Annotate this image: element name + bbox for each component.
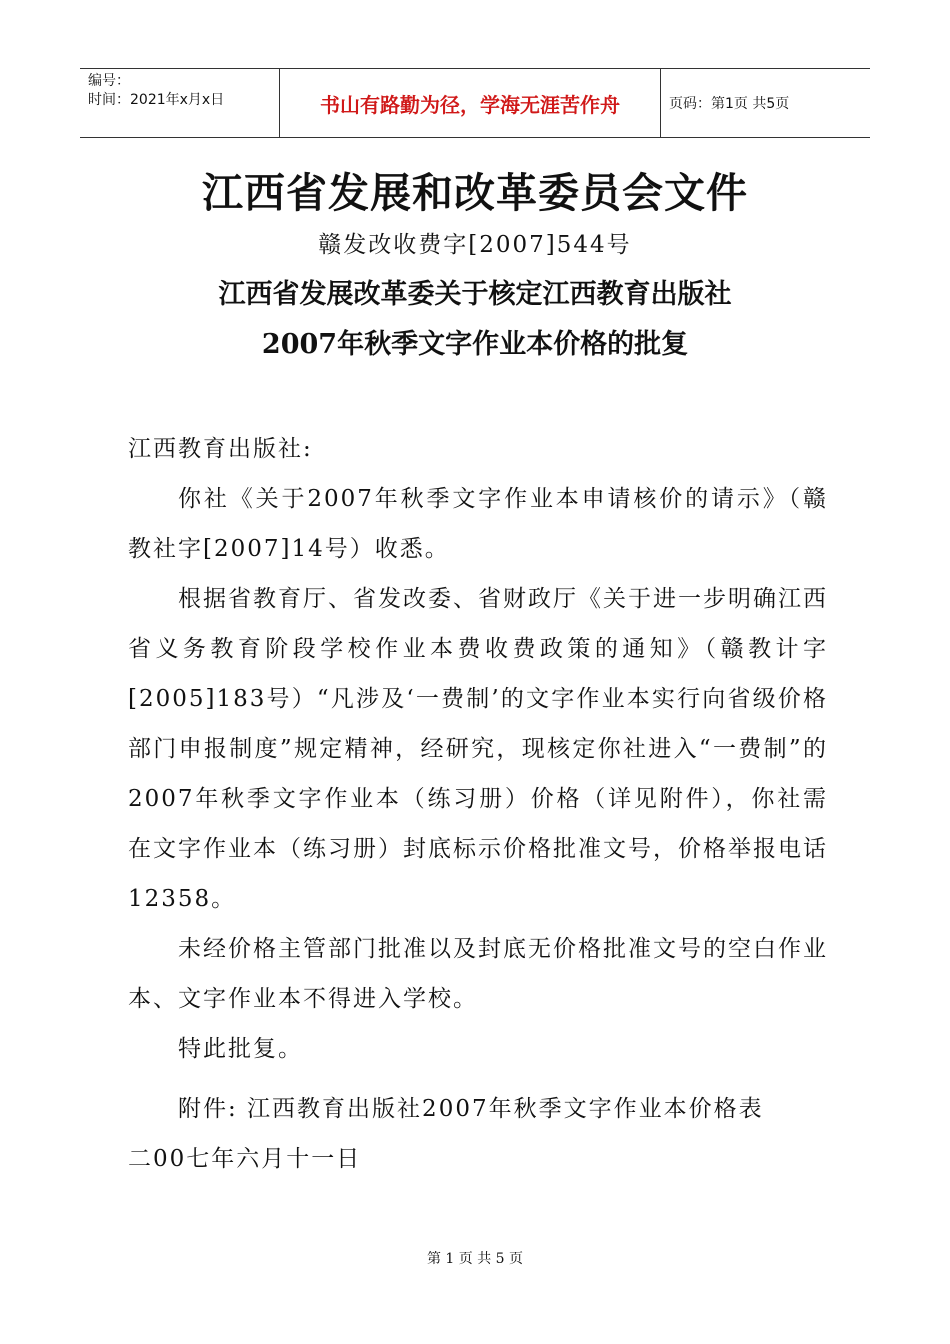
addressee: 江西教育出版社:	[128, 436, 313, 462]
body-paragraph: 特此批复。	[178, 1036, 303, 1062]
motto-text: 书山有路勤为径，学海无涯苦作舟	[320, 92, 620, 117]
page-header	[80, 68, 870, 138]
header-motto-cell	[280, 69, 661, 137]
document-title: 江西省发展和改革委员会文件	[202, 169, 748, 217]
body-paragraph: 未经价格主管部门批准以及封底无价格批准文号的空白作业本、文字作业本不得进入学校。	[128, 936, 828, 1012]
body-paragraph: 根据省教育厅、省发改委、省财政厅《关于进一步明确江西省义务教育阶段学校作业本费收费政策的通知》（赣教计字[2005]183号）“凡涉及‘一费制’的文字作业本实行向省级价格部门申报制度”规定精神，经研究，现核定你社进入“一费制”的2007年秋季文字作业本（练习册）价格（详见附件），你社需在文字作业本（练习册）封底标示价格批准文号，价格举报电话12358。	[128, 586, 828, 912]
subtitle-line-2: 2007年秋季文字作业本价格的批复	[261, 329, 689, 360]
issue-date: 二00七年六月十一日	[128, 1146, 362, 1172]
header-meta	[80, 69, 280, 137]
number-label: 编号：	[88, 73, 130, 89]
subtitle-line-1: 江西省发展改革委关于核定江西教育出版社	[218, 279, 732, 310]
document-number: 赣发改收费字[2007]544号	[318, 232, 632, 258]
page-footer: 第 1 页 共 5 页	[426, 1251, 524, 1267]
attachment-line: 附件: 江西教育出版社2007年秋季文字作业本价格表	[178, 1096, 764, 1122]
page-info: 页码：第1页 共5页	[669, 96, 790, 112]
time-label: 时间：2021年x月x日	[88, 92, 225, 108]
document-body	[128, 424, 828, 1184]
body-paragraph: 你社《关于2007年秋季文字作业本申请核价的请示》（赣教社字[2007]14号）收悉。	[128, 486, 828, 562]
